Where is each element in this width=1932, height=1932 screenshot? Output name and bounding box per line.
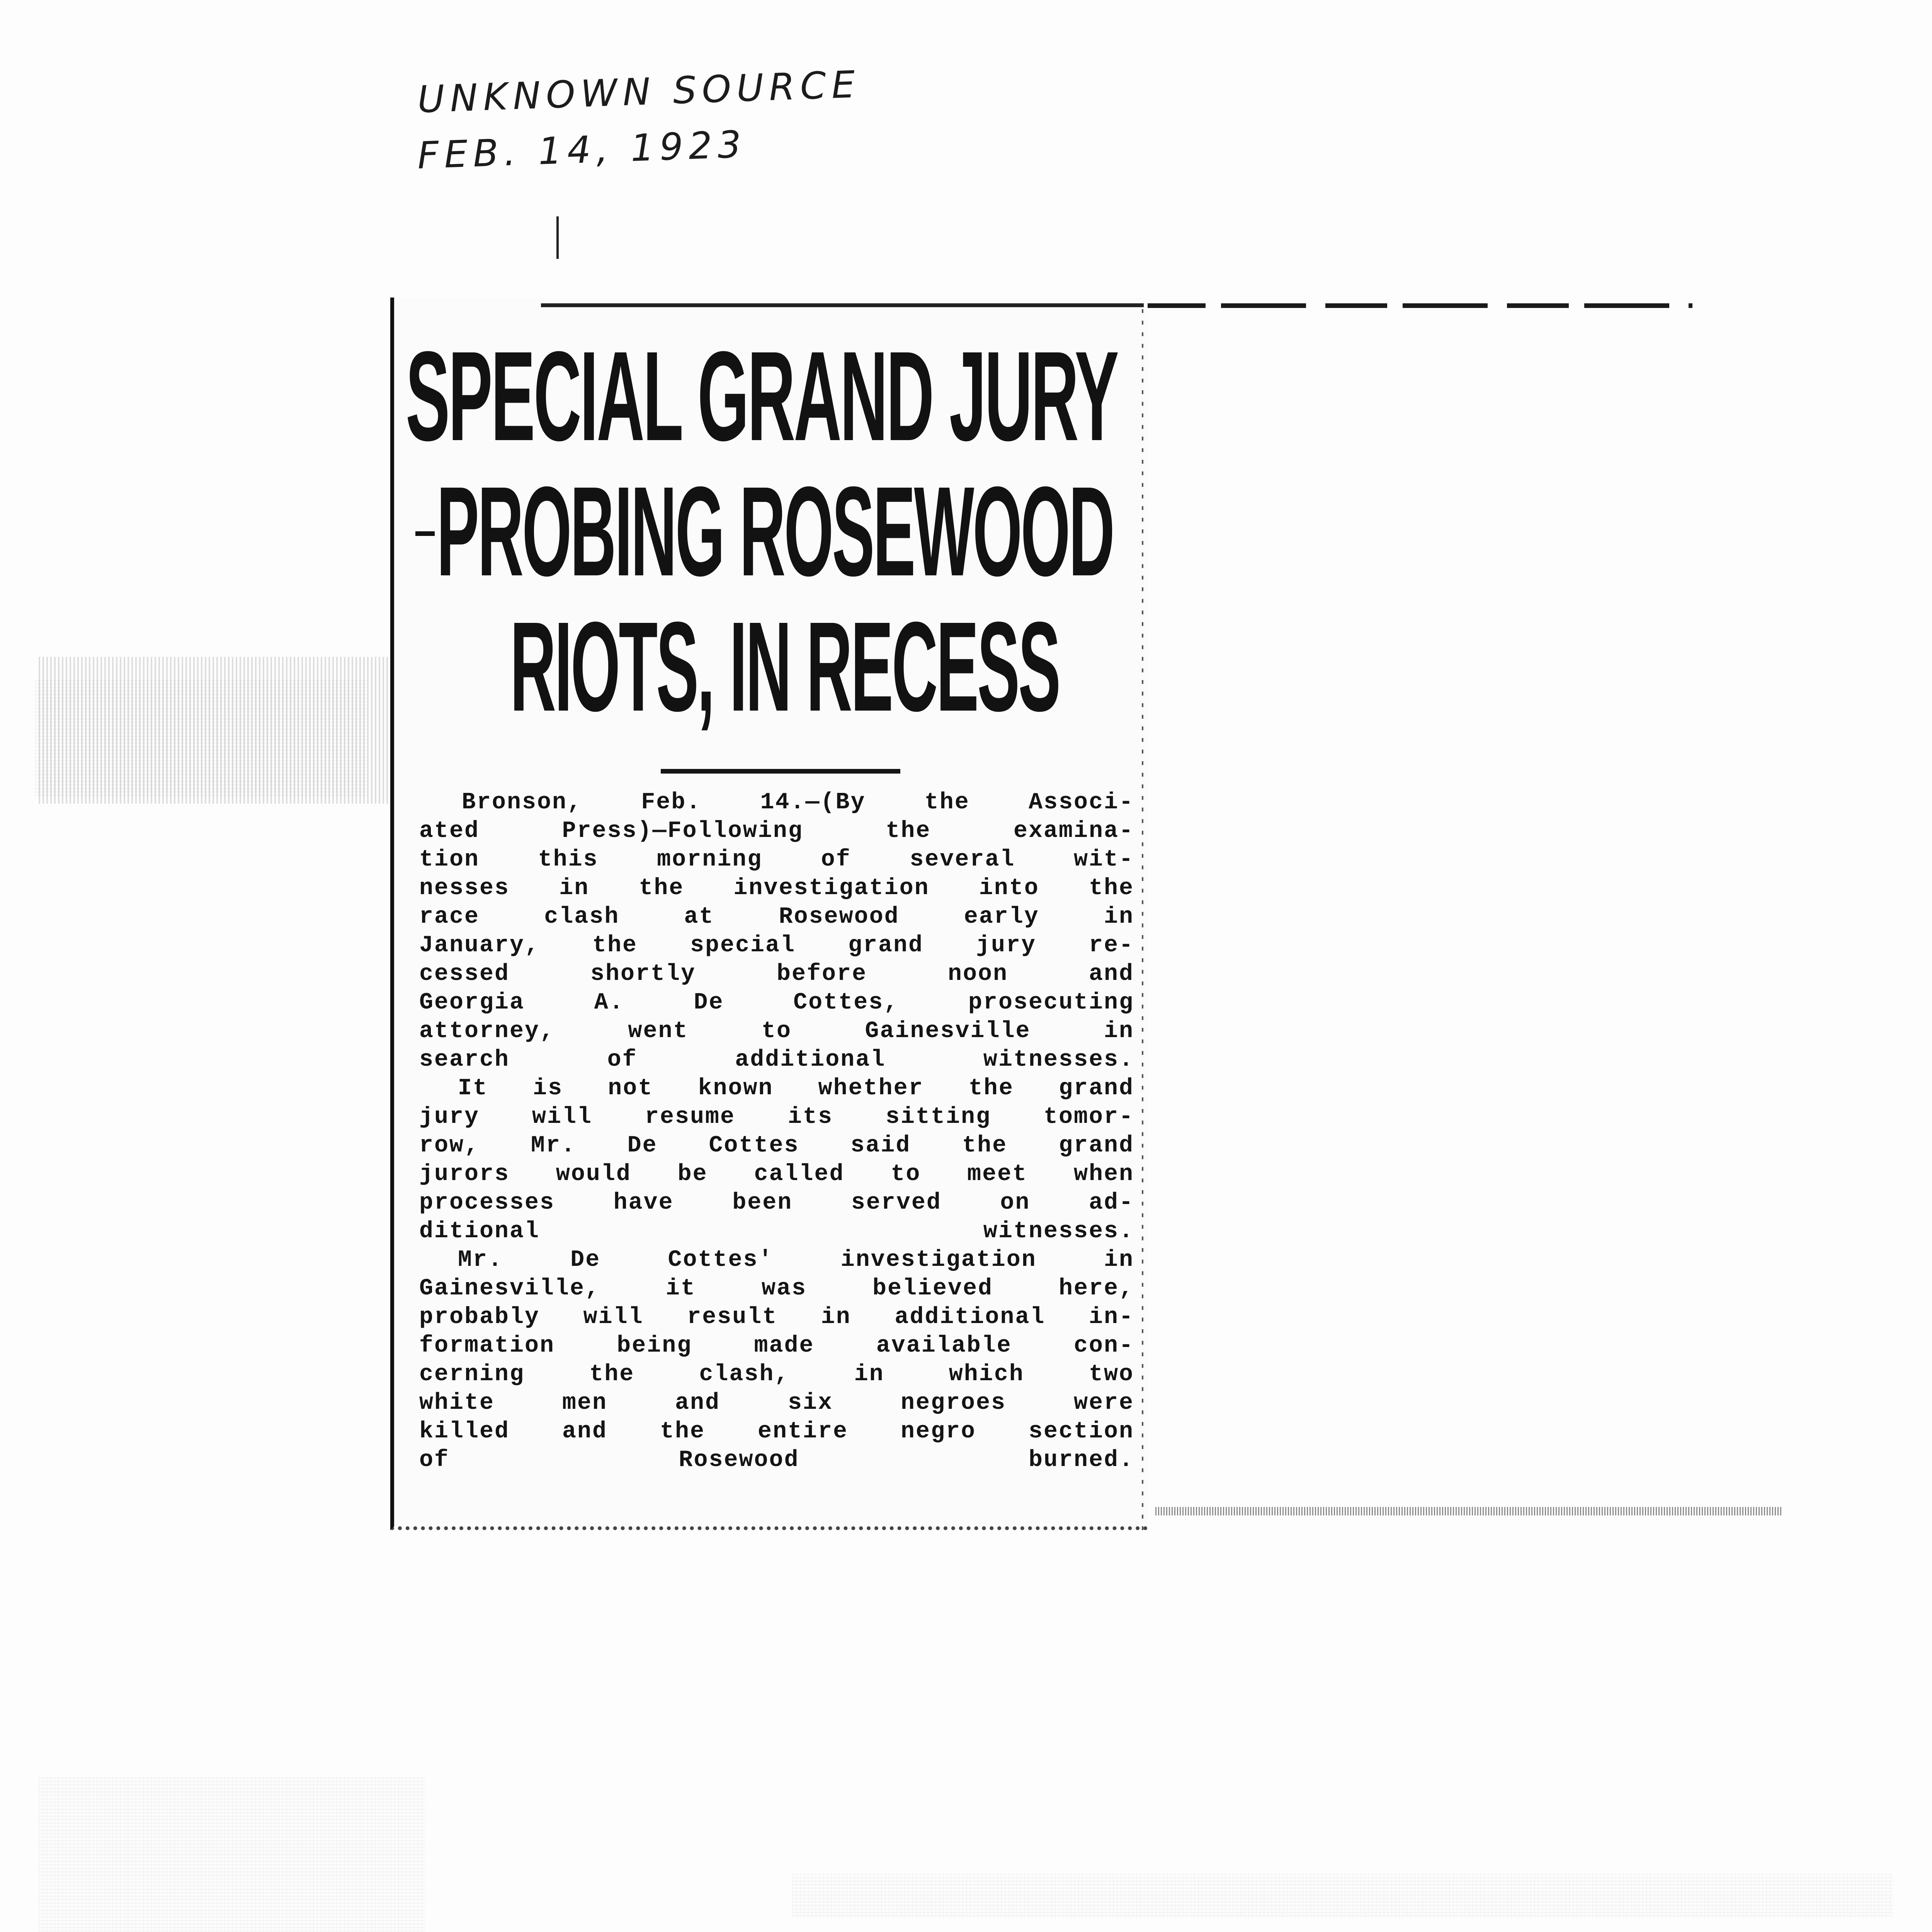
scan-noise-lower-middle bbox=[792, 1874, 1893, 1917]
body-line: jurors would be called to meet when bbox=[419, 1161, 1134, 1187]
body-line: attorney, went to Gainesville in bbox=[419, 1018, 1134, 1044]
body-line: race clash at Rosewood early in bbox=[419, 904, 1134, 930]
headline-divider bbox=[661, 769, 900, 774]
paragraph-1 bbox=[419, 788, 1134, 1074]
body-line: row, Mr. De Cottes said the grand bbox=[419, 1133, 1134, 1159]
headline-line-3: RIOTS, IN RECESS bbox=[510, 595, 1060, 738]
headline-dash bbox=[415, 531, 435, 536]
handwritten-source-note: UNKNOWN SOURCE bbox=[417, 63, 861, 121]
paragraph-2 bbox=[419, 1074, 1134, 1246]
article-body bbox=[419, 788, 1134, 1475]
body-line: Mr. De Cottes' investigation in bbox=[458, 1247, 1134, 1273]
body-line: Gainesville, it was believed here, bbox=[419, 1276, 1134, 1302]
headline-line-2: PROBING ROSEWOOD bbox=[437, 460, 1114, 602]
body-line: Bronson, Feb. 14.—(By the Associ- bbox=[462, 789, 1134, 816]
body-line: white men and six negroes were bbox=[419, 1390, 1134, 1416]
body-line: January, the special grand jury re- bbox=[419, 932, 1134, 959]
body-line: killed and the entire negro section bbox=[419, 1418, 1134, 1445]
body-line: formation being made available con- bbox=[419, 1333, 1134, 1359]
clipping-shadow bbox=[39, 657, 394, 804]
body-line: of Rosewood burned. bbox=[419, 1447, 1134, 1473]
handwritten-date-note: FEB. 14, 1923 bbox=[417, 122, 747, 177]
body-line: nesses in the investigation into the bbox=[419, 875, 1134, 901]
body-line: cessed shortly before noon and bbox=[419, 961, 1134, 987]
body-line: It is not known whether the grand bbox=[458, 1075, 1134, 1102]
scan-noise-lower-left bbox=[39, 1777, 425, 1932]
column-bottom-rule-extension bbox=[1155, 1507, 1781, 1515]
column-top-rule-extension bbox=[1144, 303, 1692, 308]
body-line: tion this morning of several wit- bbox=[419, 847, 1134, 873]
body-line: jury will resume its sitting tomor- bbox=[419, 1104, 1134, 1130]
body-line: probably will result in additional in- bbox=[419, 1304, 1134, 1330]
body-line: processes have been served on ad- bbox=[419, 1190, 1134, 1216]
handwritten-tick-mark bbox=[556, 216, 559, 259]
headline-line-1: SPECIAL GRAND JURY bbox=[406, 325, 1117, 467]
paragraph-3 bbox=[419, 1246, 1134, 1475]
body-line: Georgia A. De Cottes, prosecuting bbox=[419, 990, 1134, 1016]
clipping-top-rule bbox=[541, 303, 1144, 307]
body-line: ditional witnesses. bbox=[419, 1218, 1134, 1245]
body-line: cerning the clash, in which two bbox=[419, 1361, 1134, 1388]
body-line: ated Press)—Following the examina- bbox=[419, 818, 1134, 844]
clipping-right-edge bbox=[1142, 301, 1143, 1530]
body-line: search of additional witnesses. bbox=[419, 1047, 1134, 1073]
